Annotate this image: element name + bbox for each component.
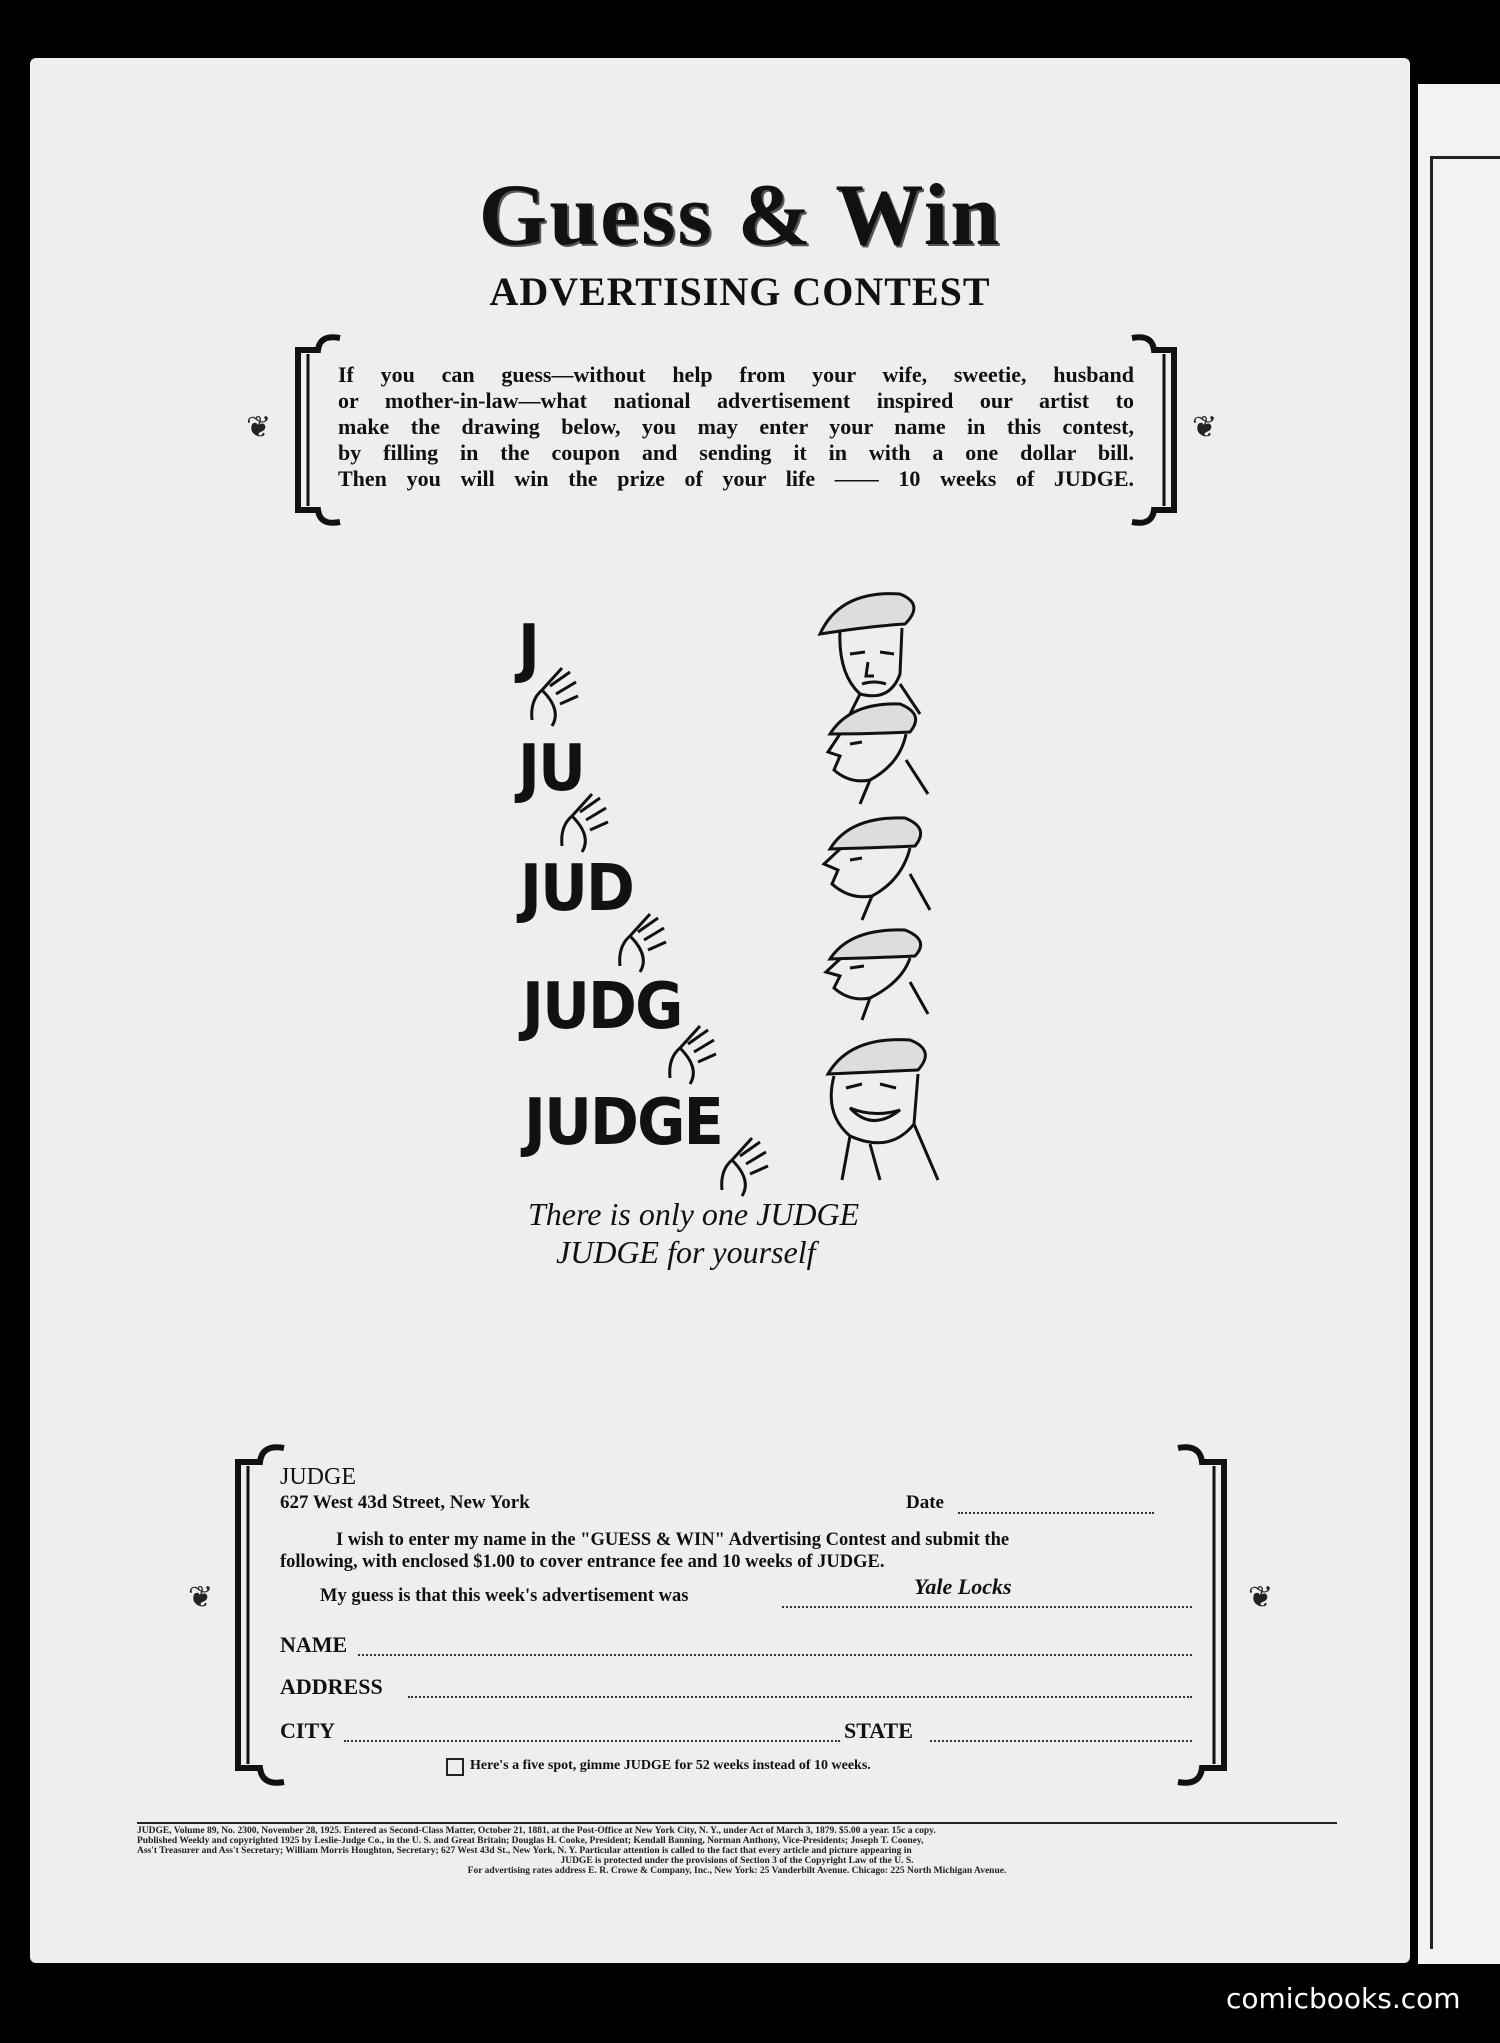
date-label: Date	[906, 1492, 944, 1513]
footer-line: JUDGE, Volume 89, No. 2300, November 28, 1925. Entered as Second-Class Matter, October 21, 1881, at the Post-Office at New York City, N. Y., under Act of March 3, 1879. $5.00 a year. 15c a copy.	[137, 1826, 936, 1836]
date-field[interactable]	[958, 1512, 1154, 1514]
fleuron-icon: ❦	[246, 411, 272, 444]
offer-checkbox[interactable]	[446, 1758, 464, 1776]
address-field[interactable]	[408, 1696, 1192, 1698]
state-field[interactable]	[930, 1740, 1192, 1742]
judge-word-step: JUDG	[522, 970, 682, 1044]
fleuron-icon: ❦	[188, 1581, 214, 1614]
name-label: NAME	[280, 1632, 348, 1657]
source-watermark: comicbooks.com	[1226, 1982, 1461, 2015]
coupon-address: 627 West 43d Street, New York	[280, 1492, 530, 1513]
contest-intro	[338, 362, 1134, 492]
pointing-hand-icon	[610, 906, 680, 976]
fleuron-icon: ❦	[1248, 1581, 1274, 1614]
judge-word-step: JUD	[520, 852, 634, 926]
footer-line: Ass't Treasurer and Ass't Secretary; William Morris Houghton, Secretary; 627 West 43d St., New York, N. Y. Particular attention is called to the fact that every article and picture appearing in	[137, 1846, 912, 1856]
contest-subtitle: ADVERTISING CONTEST	[489, 269, 991, 314]
pointing-hand-icon	[660, 1018, 730, 1088]
footer-rule	[137, 1822, 1337, 1824]
footer-line: JUDGE is protected under the provisions of Section 3 of the Copyright Law of the U. S.	[560, 1856, 914, 1866]
footer-line: Published Weekly and copyrighted 1925 by Leslie-Judge Co., in the U. S. and Great Britain; Douglas H. Cooke, President; Kendall Banning, Norman Anthony, Vice-Presidents; Joseph T. Cooney,	[137, 1836, 924, 1846]
tagline-for-yourself: JUDGE for yourself	[556, 1234, 816, 1270]
pointing-hand-icon	[522, 660, 592, 730]
guess-label: My guess is that this week's advertisement was	[320, 1586, 689, 1606]
coupon-body-line: I wish to enter my name in the "GUESS & WIN" Advertising Contest and submit the	[336, 1530, 1010, 1550]
judge-word-step: JUDGE	[524, 1086, 722, 1160]
intro-line: If you can guess—without help from your wife, sweetie, husband	[338, 362, 1134, 387]
intro-line: or mother-in-law—what national advertisement inspired our artist to	[338, 388, 1134, 413]
guess-field[interactable]	[782, 1606, 1192, 1608]
pointing-hand-icon	[552, 786, 622, 856]
intro-line: make the drawing below, you may enter your name in this contest,	[338, 414, 1134, 439]
coupon-addressee: JUDGE	[280, 1464, 356, 1490]
city-label: CITY	[280, 1718, 336, 1743]
next-page-edge	[1418, 84, 1500, 1964]
coupon-bracket-right	[1170, 1440, 1240, 1790]
city-field[interactable]	[344, 1740, 840, 1742]
contest-title: Guess & Win	[478, 167, 1002, 264]
footer-line: For advertising rates address E. R. Crowe & Company, Inc., New York: 25 Vanderbilt Avenue. Chicago: 225 North Michigan Avenue.	[467, 1866, 1007, 1876]
publication-footer	[137, 1826, 1337, 1876]
judge-word-step: JU	[518, 732, 585, 806]
man-in-cap-illustration	[810, 584, 960, 1184]
address-label: ADDRESS	[280, 1674, 383, 1699]
intro-line: by filling in the coupon and sending it in with a one dollar bill.	[338, 440, 1134, 465]
name-field[interactable]	[358, 1654, 1192, 1656]
state-label: STATE	[844, 1718, 913, 1743]
pointing-hand-icon	[712, 1130, 782, 1200]
offer-text: Here's a five spot, gimme JUDGE for 52 weeks instead of 10 weeks.	[470, 1758, 871, 1773]
tagline-only-one: There is only one JUDGE	[528, 1196, 860, 1232]
guess-value: Yale Locks	[914, 1574, 1012, 1599]
judge-word-step: J	[518, 612, 539, 686]
coupon-body-line: following, with enclosed $1.00 to cover entrance fee and 10 weeks of JUDGE.	[280, 1552, 885, 1572]
intro-line: Then you will win the prize of your life —— 10 weeks of JUDGE.	[338, 466, 1134, 491]
fleuron-icon: ❦	[1192, 411, 1218, 444]
